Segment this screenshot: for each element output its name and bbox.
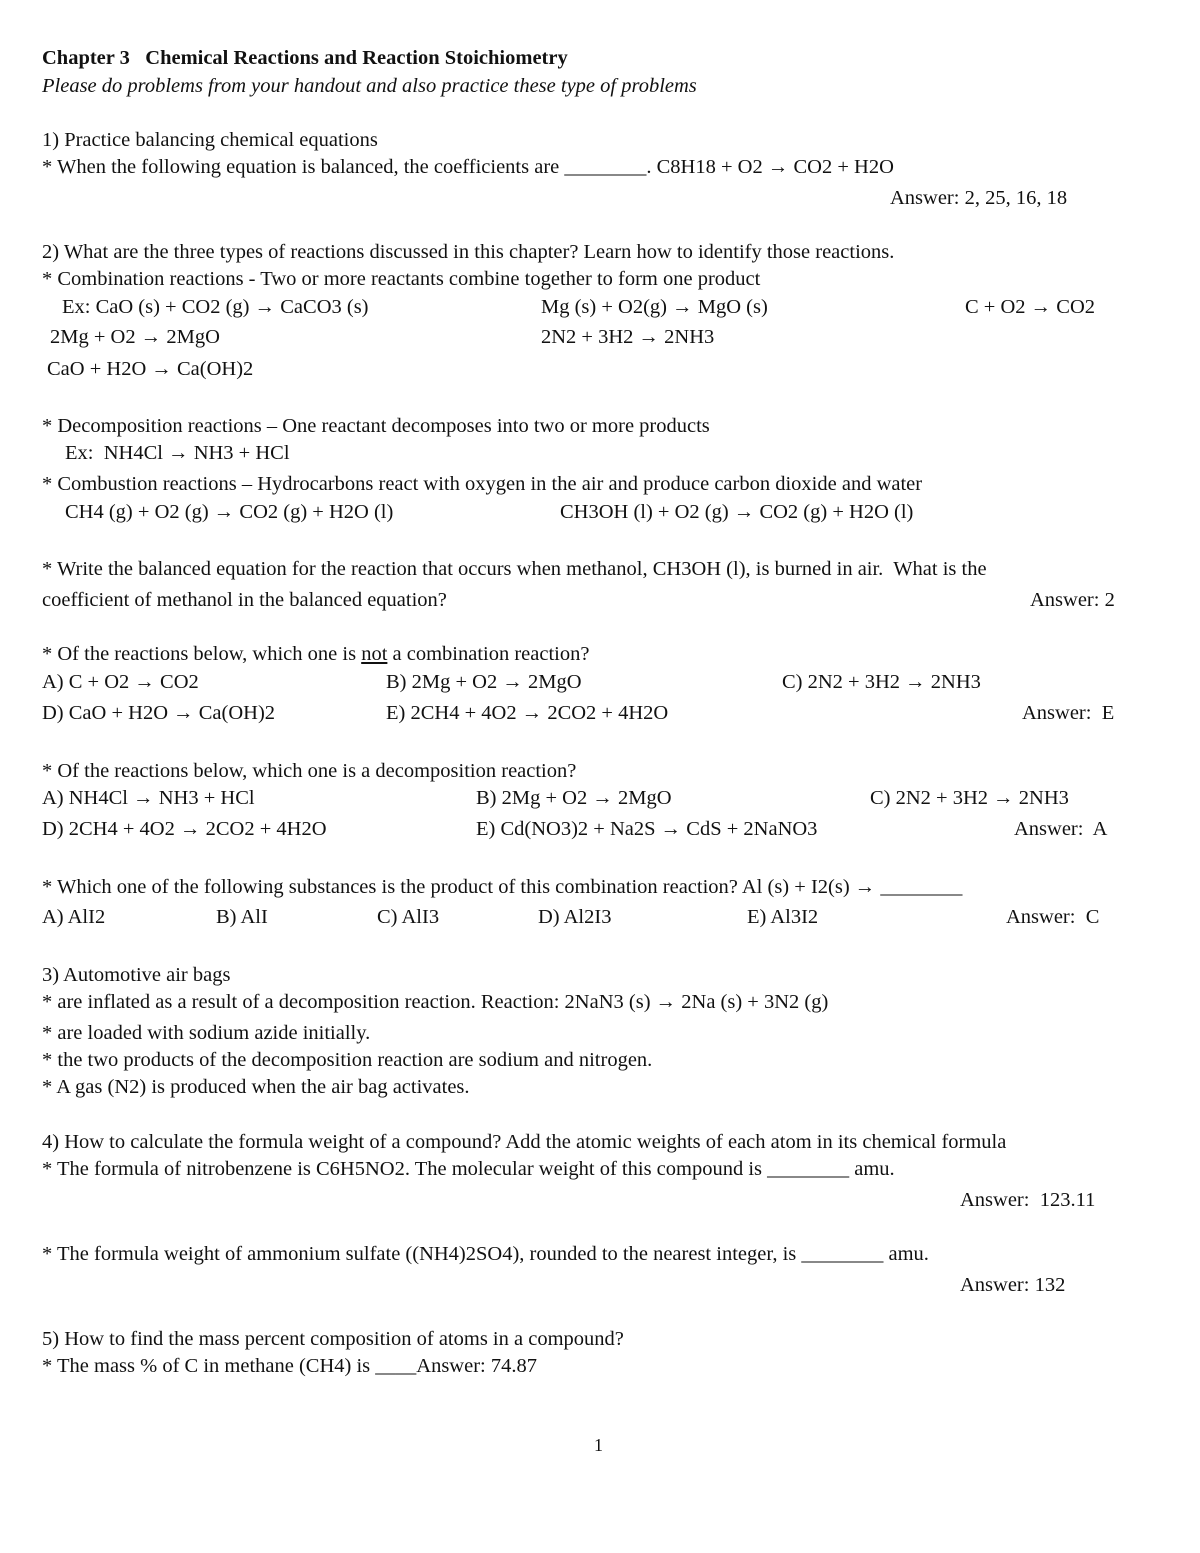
- choice-c: C) 2N2 + 3H2 → 2NH3: [782, 671, 981, 693]
- nitrobenzene-answer: Answer: 123.11: [960, 1189, 1096, 1211]
- section-5-heading: 5) How to find the mass percent composition of atoms in a compound?: [42, 1328, 624, 1350]
- choice-e: E) 2CH4 + 4O2 → 2CO2 + 4H2O: [386, 702, 669, 724]
- choice-e: E) Cd(NO3)2 + Na2S → CdS + 2NaNO3: [476, 818, 818, 840]
- section-4-heading: 4) How to calculate the formula weight of a compound? Add the atomic weights of each atom in its chemical formula: [42, 1131, 1007, 1153]
- choice-c: C) 2N2 + 3H2 → 2NH3: [870, 787, 1069, 809]
- answer-label: Answer: C: [1006, 906, 1100, 928]
- ammonium-sulfate-question: * The formula weight of ammonium sulfate ((NH4)2SO4), rounded to the nearest integer, is ________ amu.: [42, 1243, 929, 1265]
- combustion-description: * Combustion reactions – Hydrocarbons react with oxygen in the air and produce carbon dioxide and water: [42, 473, 923, 495]
- airbag-bullet: * A gas (N2) is produced when the air bag activates.: [42, 1076, 470, 1098]
- product-question: * Which one of the following substances is the product of this combination reaction? Al (s) + I2(s) → ________: [42, 876, 963, 898]
- choice-c: C) AlI3: [377, 906, 440, 928]
- page-subtitle: Please do problems from your handout and also practice these type of problems: [42, 75, 697, 97]
- choice-a: A) NH4Cl → NH3 + HCl: [42, 787, 255, 809]
- choice-a: A) C + O2 → CO2: [42, 671, 199, 693]
- balancing-question: * When the following equation is balanced, the coefficients are ________. C8H18 + O2 → CO2 + H2O: [42, 156, 894, 178]
- choice-d: D) 2CH4 + 4O2 → 2CO2 + 4H2O: [42, 818, 327, 840]
- ammonium-sulfate-answer: Answer: 132: [960, 1274, 1066, 1296]
- nitrobenzene-question: * The formula of nitrobenzene is C6H5NO2. The molecular weight of this compound is ________ amu.: [42, 1158, 895, 1180]
- choice-a: A) AlI2: [42, 906, 106, 928]
- answer-label: Answer: A: [1014, 818, 1108, 840]
- choice-b: B) AlI: [216, 906, 268, 928]
- methanol-question: * Write the balanced equation for the reaction that occurs when methanol, CH3OH (l), is burned in air. What is the: [42, 558, 987, 580]
- airbag-bullet: * the two products of the decomposition reaction are sodium and nitrogen.: [42, 1049, 653, 1071]
- combination-example: 2N2 + 3H2 → 2NH3: [541, 326, 715, 348]
- combination-example: 2Mg + O2 → 2MgO: [50, 326, 220, 348]
- combustion-example: CH3OH (l) + O2 (g) → CO2 (g) + H2O (l): [560, 501, 914, 523]
- section-2-heading: 2) What are the three types of reactions discussed in this chapter? Learn how to identify those reactions.: [42, 241, 895, 263]
- question-text: * Of the reactions below, which one is: [42, 643, 362, 665]
- choice-e: E) Al3I2: [747, 906, 819, 928]
- decomposition-question: * Of the reactions below, which one is a decomposition reaction?: [42, 760, 577, 782]
- answer-label: Answer: E: [1022, 702, 1115, 724]
- section-3-heading: 3) Automotive air bags: [42, 964, 231, 986]
- methanol-question-cont: coefficient of methanol in the balanced equation?: [42, 589, 447, 611]
- combination-example: Mg (s) + O2(g) → MgO (s): [541, 296, 768, 318]
- combination-example: Ex: CaO (s) + CO2 (g) → CaCO3 (s): [62, 296, 369, 318]
- question-text: a combination reaction?: [387, 643, 590, 665]
- underlined-word: not: [361, 643, 388, 665]
- page-number: 1: [594, 1435, 603, 1455]
- choice-b: B) 2Mg + O2 → 2MgO: [386, 671, 582, 693]
- decomposition-description: * Decomposition reactions – One reactant decomposes into two or more products: [42, 415, 710, 437]
- combination-example: CaO + H2O → Ca(OH)2: [47, 358, 254, 380]
- choice-d: D) CaO + H2O → Ca(OH)2: [42, 702, 276, 724]
- airbag-bullet: * are loaded with sodium azide initially.: [42, 1022, 371, 1044]
- combustion-example: CH4 (g) + O2 (g) → CO2 (g) + H2O (l): [65, 501, 394, 523]
- combination-example: C + O2 → CO2: [965, 296, 1096, 318]
- balancing-answer: Answer: 2, 25, 16, 18: [890, 187, 1068, 209]
- choice-b: B) 2Mg + O2 → 2MgO: [476, 787, 672, 809]
- not-combination-question: [42, 644, 589, 665]
- section-1-heading: 1) Practice balancing chemical equations: [42, 129, 378, 151]
- methane-question: * The mass % of C in methane (CH4) is ____Answer: 74.87: [42, 1355, 537, 1377]
- airbag-bullet: * are inflated as a result of a decomposition reaction. Reaction: 2NaN3 (s) → 2Na (s) + 3N2 (g): [42, 991, 829, 1013]
- methanol-answer: Answer: 2: [1030, 589, 1115, 611]
- choice-d: D) Al2I3: [538, 906, 612, 928]
- decomposition-example: Ex: NH4Cl → NH3 + HCl: [65, 442, 290, 464]
- page-title: Chapter 3 Chemical Reactions and Reaction Stoichiometry: [42, 47, 568, 69]
- combination-description: * Combination reactions - Two or more reactants combine together to form one product: [42, 268, 761, 290]
